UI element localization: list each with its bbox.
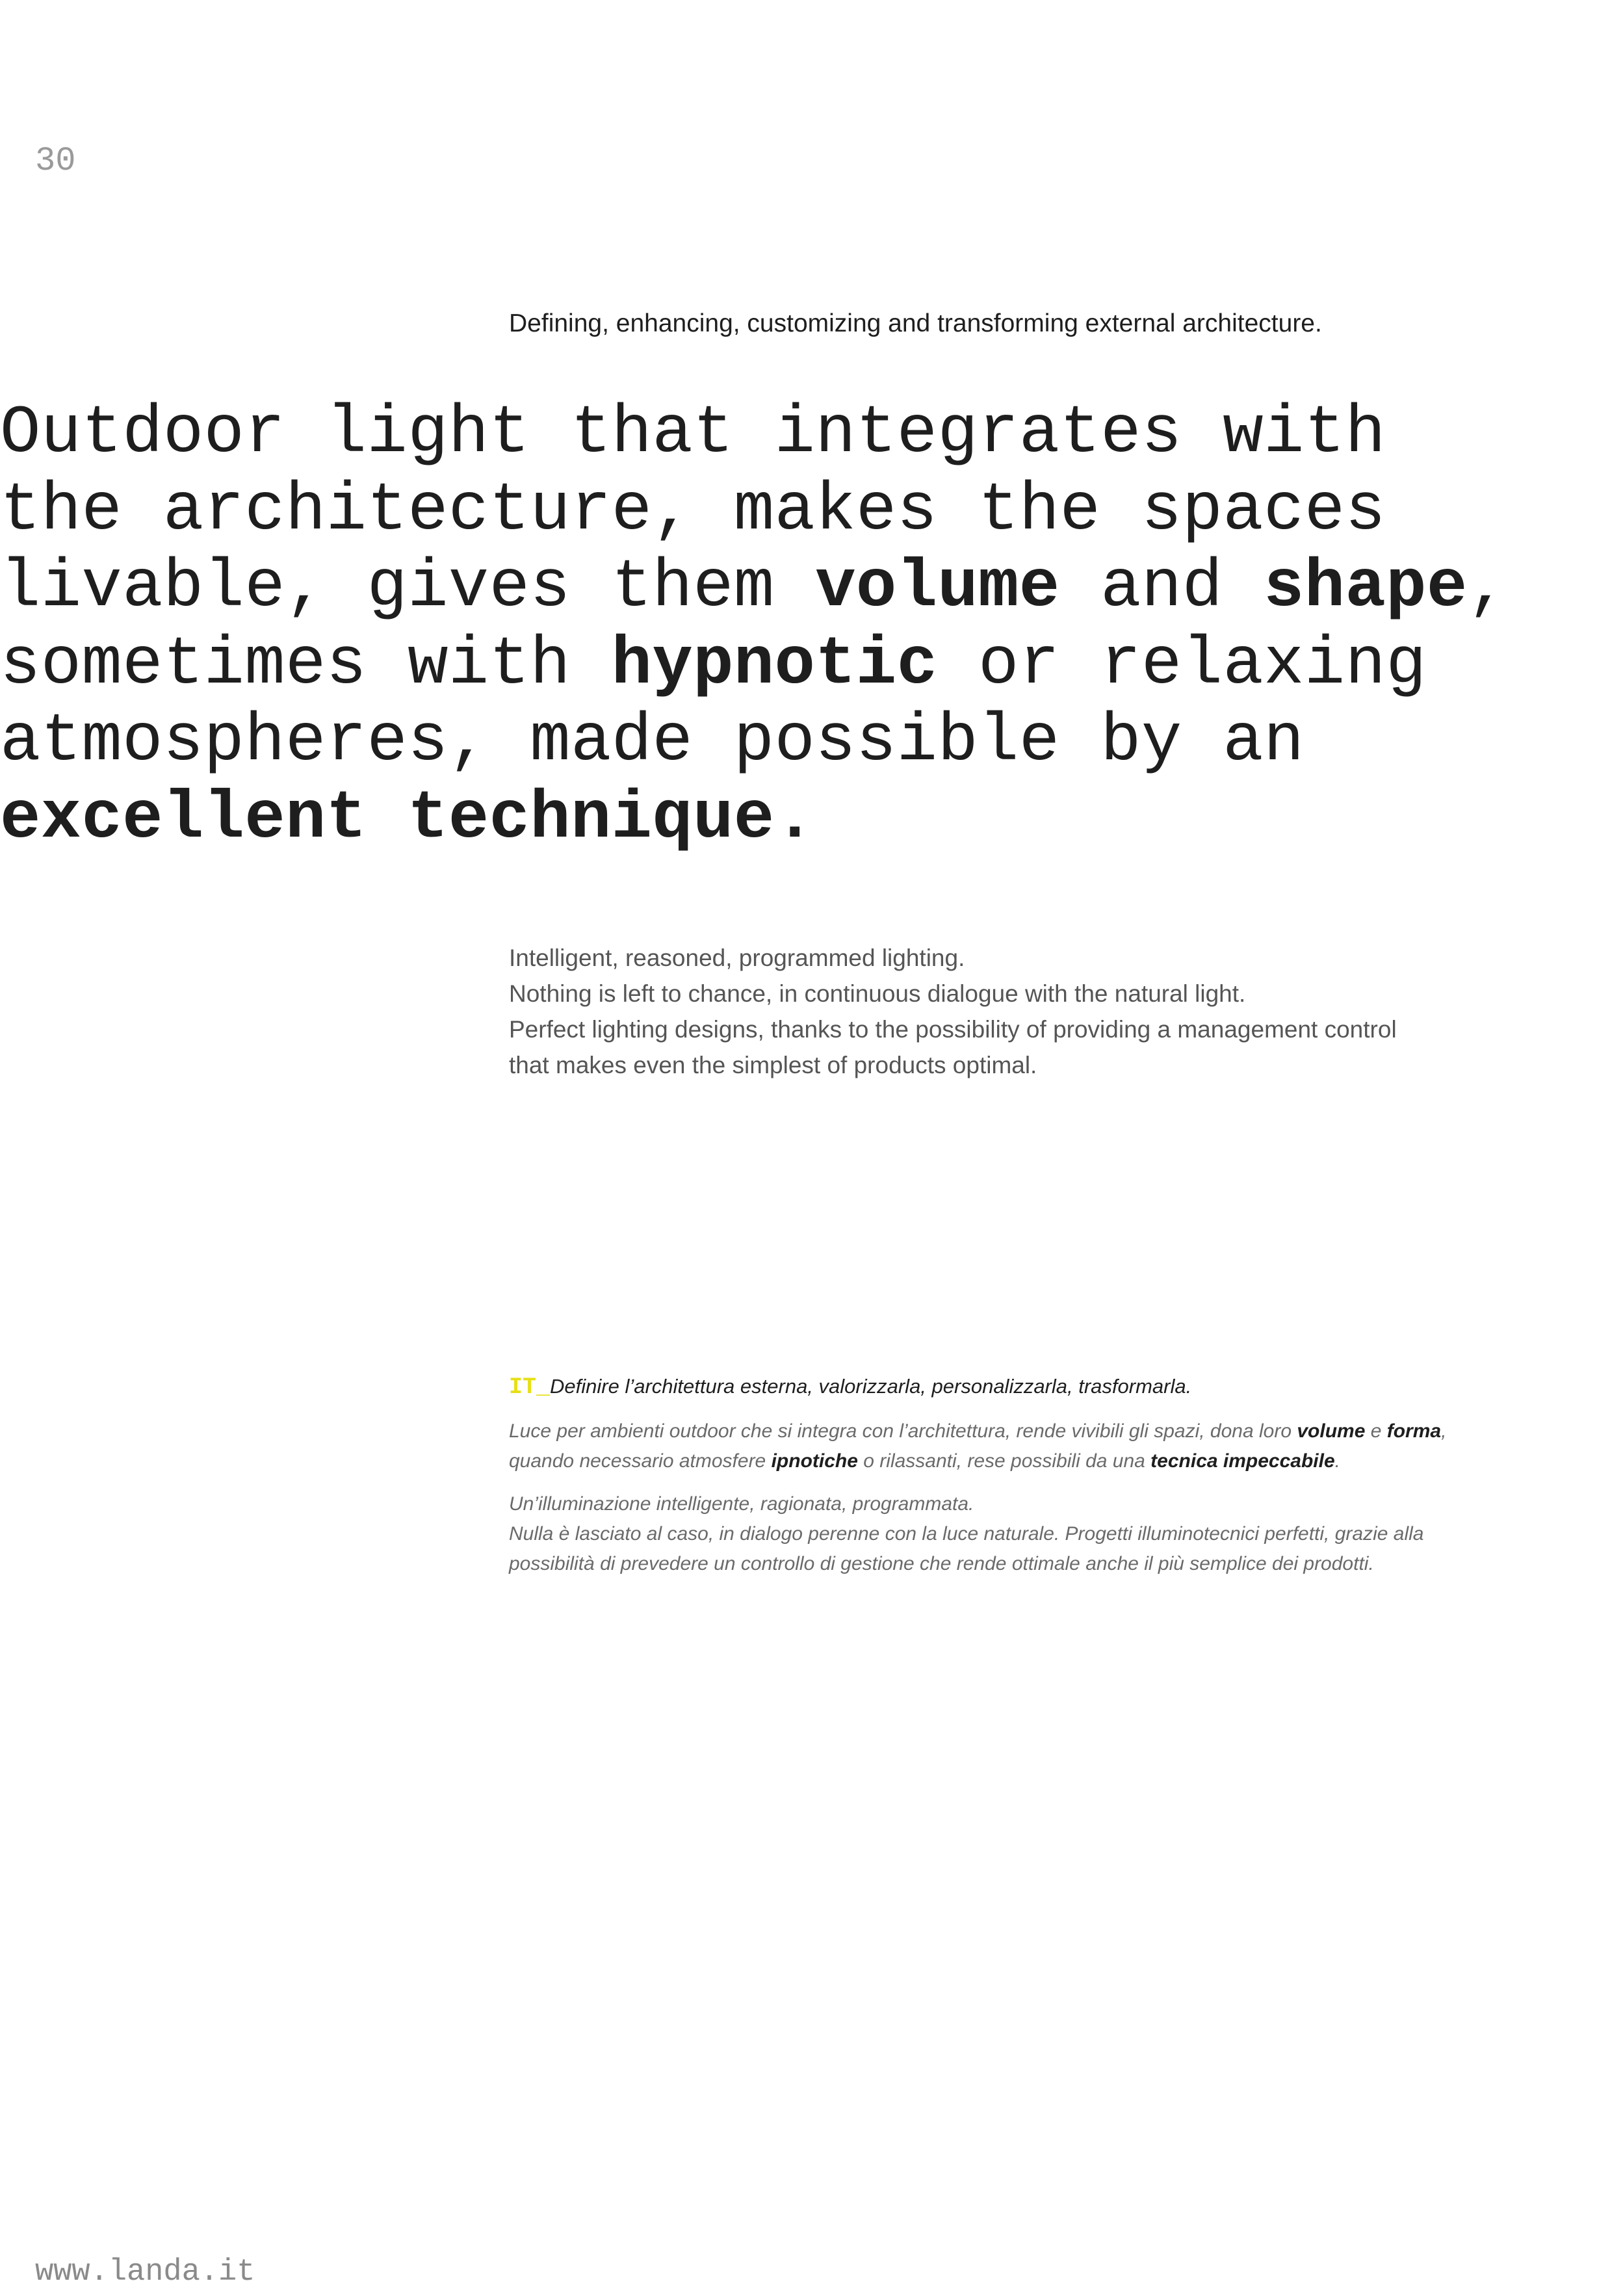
body-line: Perfect lighting designs, thanks to the possibility of providing a management control — [509, 1016, 1397, 1043]
headline-emphasis: volume — [815, 549, 1060, 626]
headline-emphasis: shape — [1264, 549, 1468, 626]
headline-text: livable, gives them — [0, 549, 816, 626]
headline-line: atmospheres, made possible by an — [0, 703, 1305, 780]
section-subtitle: Defining, enhancing, customizing and transforming external architecture. — [509, 309, 1322, 337]
headline-line — [0, 627, 1586, 704]
headline-line: Outdoor light that integrates with — [0, 395, 1386, 472]
italian-text: . — [1334, 1450, 1340, 1472]
italian-text: o rilassanti, rese possibili da una — [857, 1450, 1151, 1472]
headline-text: and — [1059, 549, 1264, 626]
headline — [0, 395, 1586, 857]
headline-text: , — [1467, 549, 1509, 626]
italian-paragraph-2 — [509, 1489, 1523, 1579]
italian-text: Luce per ambienti outdoor che si integra con l’architettura, rende vivibili gli spazi, dona loro — [509, 1420, 1297, 1442]
headline-line — [0, 781, 1586, 858]
italian-title — [509, 1370, 1523, 1403]
headline-text: sometimes with — [0, 626, 612, 703]
italian-text: , — [1441, 1420, 1447, 1442]
italian-emphasis: volume — [1297, 1420, 1366, 1442]
italian-text: quando necessario atmosfere — [509, 1450, 772, 1472]
italian-title-text: Definire l’architettura esterna, valorizzarla, personalizzarla, trasformarla. — [550, 1375, 1192, 1398]
body-line: that makes even the simplest of products optimal. — [509, 1052, 1037, 1078]
italian-line — [509, 1446, 1523, 1476]
headline-emphasis: hypnotic — [611, 626, 938, 703]
body-line: Nothing is left to chance, in continuous dialogue with the natural light. — [509, 980, 1246, 1007]
headline-line — [0, 549, 1586, 627]
italian-line: Nulla è lasciato al caso, in dialogo perenne con la luce naturale. Progetti illuminotecnici perfetti, grazie alla — [509, 1523, 1424, 1545]
body-line: Intelligent, reasoned, programmed lighting. — [509, 945, 965, 971]
italian-emphasis: ipnotiche — [771, 1450, 858, 1472]
italian-paragraph-1 — [509, 1416, 1523, 1476]
english-body — [509, 940, 1523, 1083]
page-number: 30 — [35, 142, 76, 180]
italian-translation — [509, 1370, 1523, 1592]
headline-text: or relaxing — [937, 626, 1427, 703]
italian-emphasis: forma — [1386, 1420, 1442, 1442]
italian-line — [509, 1416, 1523, 1446]
italian-line: possibilità di prevedere un controllo di gestione che rende ottimale anche il più semplice dei prodotti. — [509, 1553, 1374, 1574]
italian-text: e — [1365, 1420, 1387, 1442]
headline-emphasis: excellent technique. — [0, 780, 816, 857]
website-link[interactable]: www.landa.it — [35, 2255, 255, 2289]
language-prefix: IT_ — [509, 1374, 551, 1400]
headline-line: the architecture, makes the spaces — [0, 472, 1386, 549]
italian-emphasis: tecnica impeccabile — [1150, 1450, 1335, 1472]
italian-line: Un’illuminazione intelligente, ragionata, programmata. — [509, 1493, 974, 1515]
